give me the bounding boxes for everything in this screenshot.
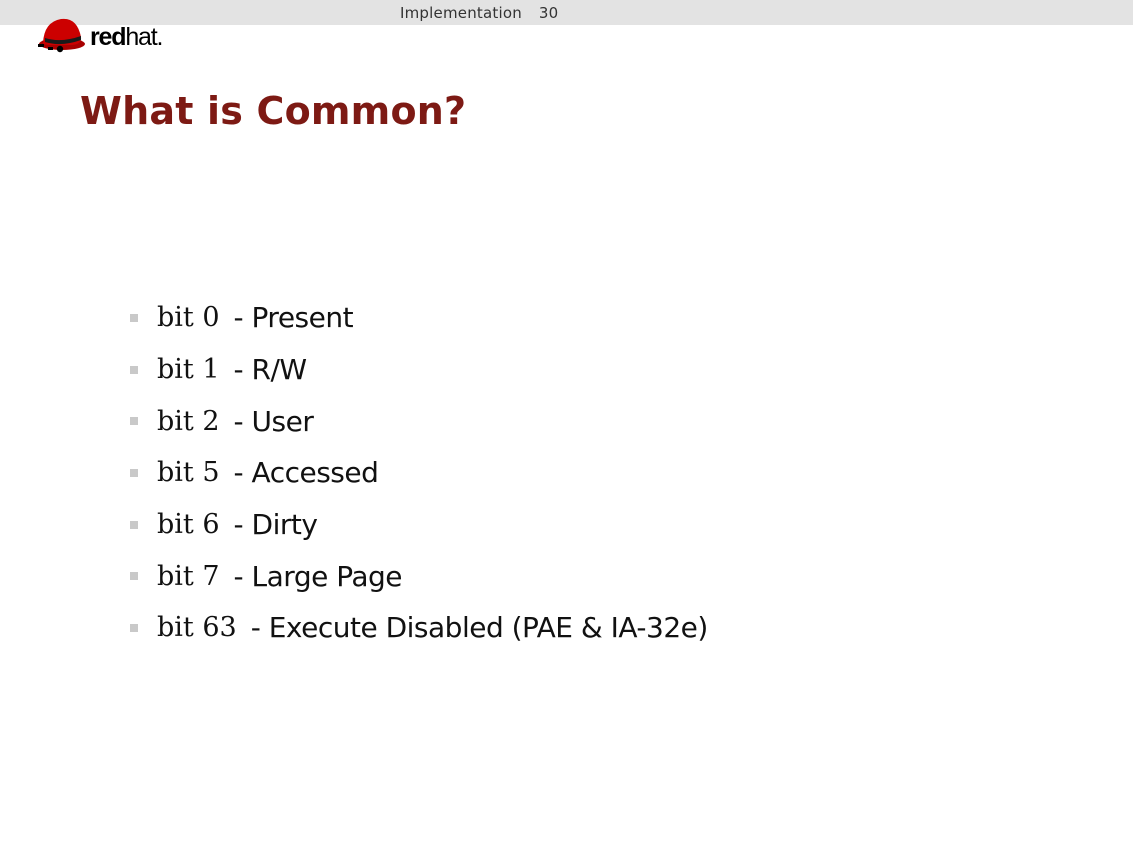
bullet-item bbox=[130, 344, 708, 396]
bit-label: bit 7 bbox=[157, 560, 220, 592]
bullet-marker-icon bbox=[130, 572, 138, 580]
page-number: 30 bbox=[538, 4, 559, 22]
bit-description: - Present bbox=[233, 301, 354, 335]
bit-description: - Execute Disabled (PAE & IA-32e) bbox=[250, 611, 708, 645]
slide-title: What is Common? bbox=[80, 89, 467, 133]
header-text bbox=[400, 4, 558, 22]
bit-label: bit 1 bbox=[157, 354, 220, 386]
bullet-item bbox=[130, 395, 708, 447]
bullet-marker-icon bbox=[130, 624, 138, 632]
logo-word-hat: hat. bbox=[125, 23, 163, 51]
bit-description: - R/W bbox=[233, 353, 307, 387]
redhat-logo bbox=[36, 14, 186, 54]
bullet-item bbox=[130, 447, 708, 499]
bullet-list bbox=[130, 292, 708, 654]
bullet-item bbox=[130, 499, 708, 551]
bullet-marker-icon bbox=[130, 314, 138, 322]
bit-label: bit 0 bbox=[157, 302, 220, 334]
bullet-marker-icon bbox=[130, 366, 138, 374]
bit-label: bit 63 bbox=[157, 612, 237, 644]
bullet-marker-icon bbox=[130, 469, 138, 477]
bit-label: bit 6 bbox=[157, 509, 220, 541]
bit-description: - Dirty bbox=[233, 508, 318, 542]
logo-word-red: red bbox=[90, 23, 126, 51]
bit-label: bit 2 bbox=[157, 405, 220, 437]
header-section-title: Implementation bbox=[400, 4, 522, 22]
bullet-item bbox=[130, 550, 708, 602]
redhat-wordmark bbox=[90, 25, 162, 50]
bullet-marker-icon bbox=[130, 417, 138, 425]
bit-description: - Accessed bbox=[233, 456, 379, 490]
bullet-item bbox=[130, 602, 708, 654]
bullet-marker-icon bbox=[130, 521, 138, 529]
shadowman-icon bbox=[36, 14, 88, 54]
bit-description: - User bbox=[233, 404, 314, 438]
bit-label: bit 5 bbox=[157, 457, 220, 489]
bit-description: - Large Page bbox=[233, 559, 402, 593]
bullet-item bbox=[130, 292, 708, 344]
